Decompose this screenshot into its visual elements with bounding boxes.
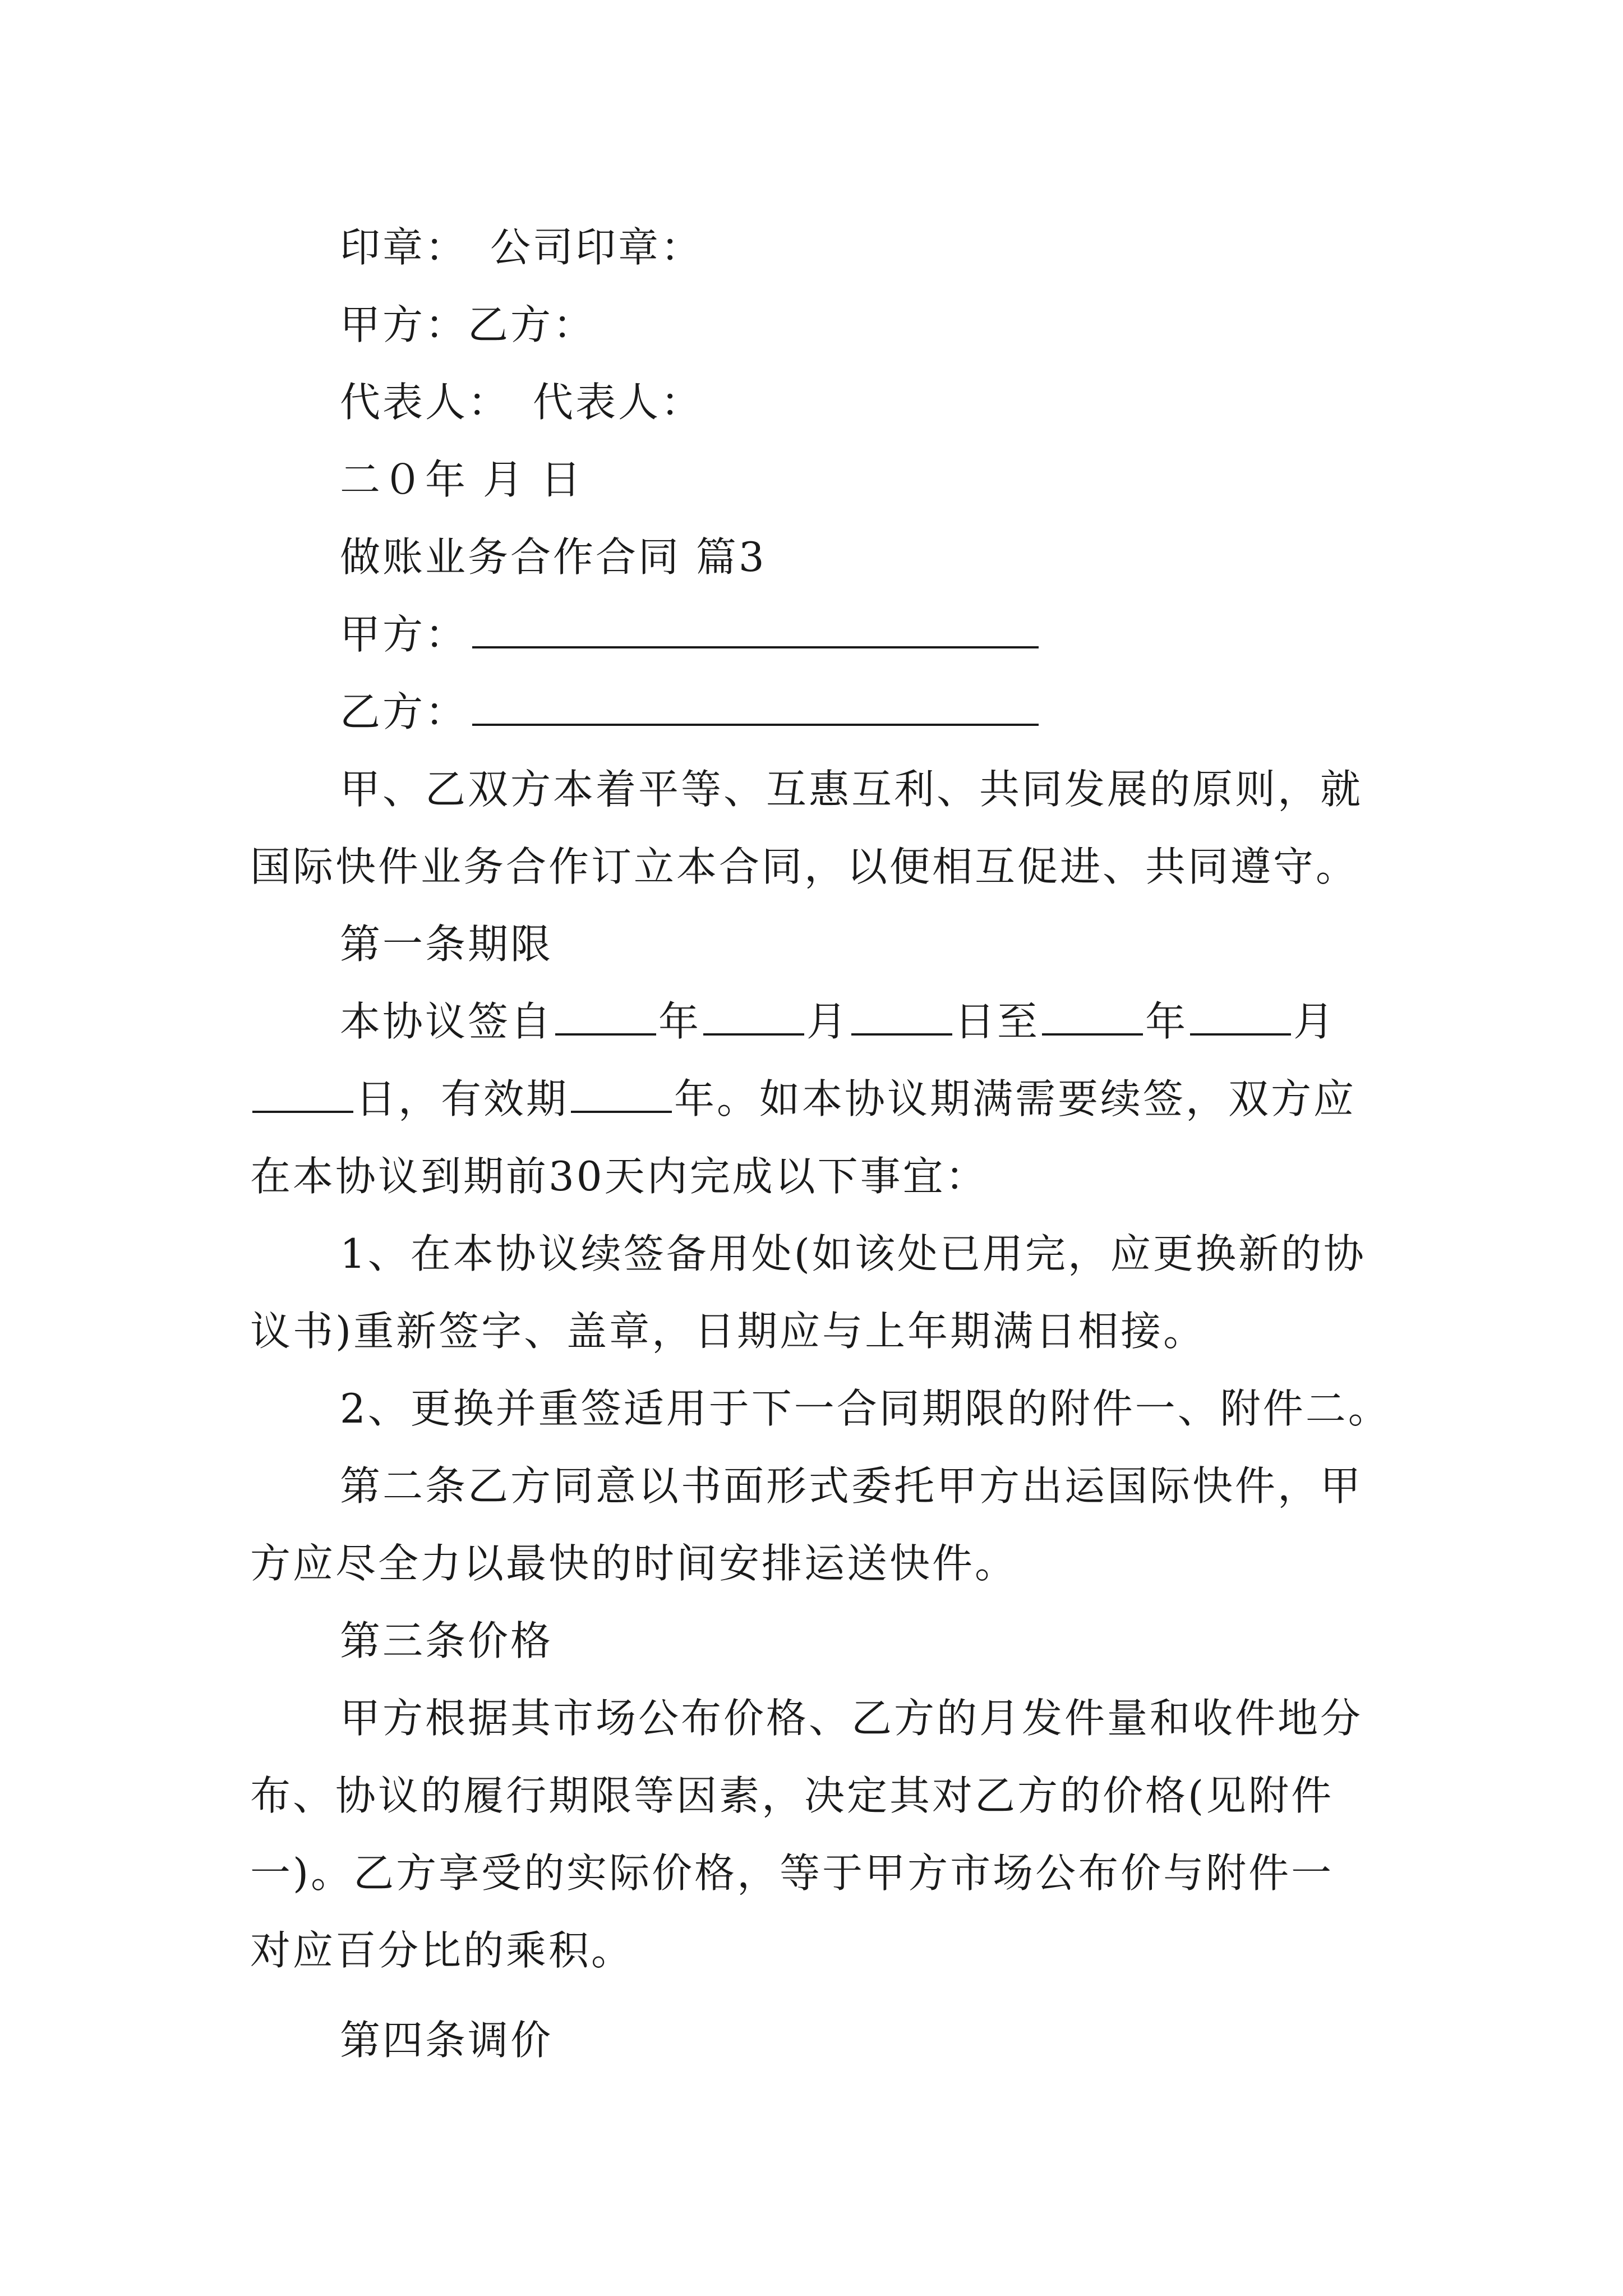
day-to-label: 日至 (955, 998, 1040, 1045)
term-prefix: 本协议签自 (340, 998, 554, 1045)
article3-line-3: 一)。乙方享受的实际价格，等于甲方市场公布价与附件一 (250, 1849, 1334, 1897)
article4-heading: 第四条调价 (340, 2017, 554, 2064)
item1-line-1: 1、在本协议续签备用处(如该处已用完，应更换新的协 (340, 1230, 1366, 1277)
start-month-label: 月 (806, 998, 850, 1045)
article3-line-2: 布、协议的履行期限等因素，决定其对乙方的价格(见附件 (250, 1772, 1334, 1819)
party-a-label: 甲方： (340, 611, 468, 658)
end-year-label: 年 (1145, 998, 1188, 1045)
party-line (250, 286, 1397, 364)
term-line-1 (250, 983, 1397, 1060)
intro-line-2: 国际快件业务合作订立本合同，以便相互促进、共同遵守。 (250, 843, 1359, 890)
party-b-blank (472, 689, 1039, 726)
start-day-blank (851, 999, 952, 1036)
start-month-blank (703, 999, 804, 1036)
start-year-blank (555, 999, 656, 1036)
article1-heading: 第一条期限 (340, 921, 554, 968)
representative-line (250, 364, 1397, 441)
article2-line-1: 第二条乙方同意以书面形式委托甲方出运国际快件，甲 (340, 1462, 1363, 1510)
party-a-blank (472, 611, 1039, 648)
contract-title: 做账业务合作合同 篇3 (340, 533, 767, 581)
date-line: 二０年 月 日 (340, 456, 583, 503)
article3-line-1: 甲方根据其市场公布价格、乙方的月发件量和收件地分 (340, 1695, 1363, 1742)
article2-line-2: 方应尽全力以最快的时间安排运送快件。 (250, 1540, 1018, 1587)
company-seal-label: 公司印章： (490, 224, 704, 271)
document-body (250, 209, 1397, 2079)
article3-line-4: 对应百分比的乘积。 (250, 1927, 634, 1974)
party-b-label: 乙方： (340, 688, 468, 735)
seal-line (250, 209, 1397, 286)
start-year-label: 年 (658, 998, 702, 1045)
item2-line: 2、更换并重签适用于下一合同期限的附件一、附件二。 (340, 1385, 1391, 1432)
party-a-signature-label: 甲方： (340, 301, 468, 348)
party-b-signature-label: 乙方： (468, 301, 596, 348)
term-line-3: 在本协议到期前30天内完成以下事宜： (250, 1153, 988, 1200)
party-a-line (250, 596, 1397, 673)
intro-line-1: 甲、乙双方本着平等、互惠互利、共同发展的原则，就 (340, 766, 1363, 813)
party-b-line (250, 673, 1397, 751)
validity-label: 日，有效期 (356, 1075, 569, 1122)
party-b-representative-label: 代表人： (533, 379, 704, 426)
end-month-label: 月 (1293, 998, 1336, 1045)
validity-years-blank (571, 1076, 672, 1113)
seal-label: 印章： (340, 224, 468, 271)
end-month-blank (1190, 999, 1291, 1036)
term-line-2 (250, 1060, 1397, 1138)
party-a-representative-label: 代表人： (340, 379, 511, 426)
item1-line-2: 议书)重新签字、盖章，日期应与上年期满日相接。 (250, 1308, 1206, 1355)
renewal-text: 年。如本协议期满需要续签，双方应 (674, 1075, 1357, 1122)
end-year-blank (1042, 999, 1143, 1036)
article3-heading: 第三条价格 (340, 1617, 554, 1664)
end-day-blank (252, 1076, 353, 1113)
